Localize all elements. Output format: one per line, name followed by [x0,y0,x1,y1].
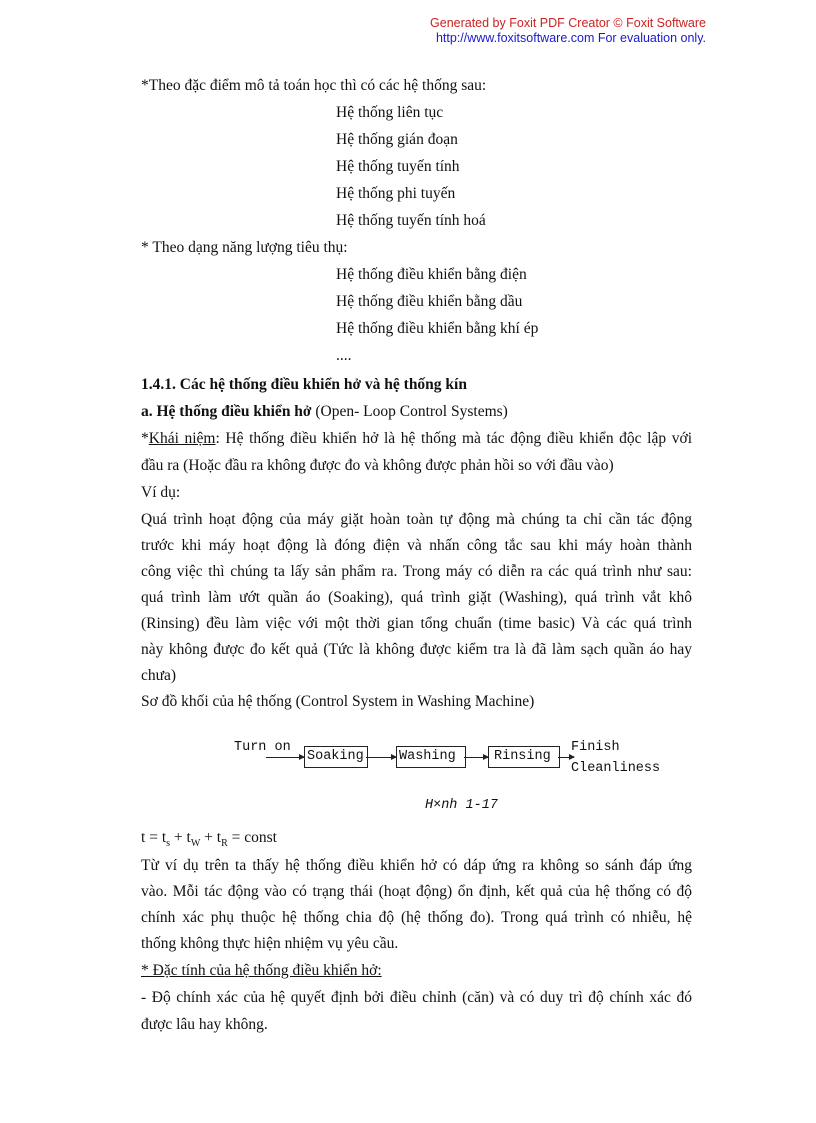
arrow-output [558,757,574,758]
diagram-caption: Sơ đồ khối của hệ thống (Control System in Washing Machine) [141,693,535,710]
math-item: Hệ thống liên tục [336,104,444,121]
energy-item: Hệ thống điều khiển bằng khí ép [336,320,539,337]
paragraph-line: (Rinsing) đều làm việc với một thời gian tổng chuẩn (time basic) Và các quá trình [141,615,692,632]
watermark-line-1: Generated by Foxit PDF Creator © Foxit Software [430,16,706,30]
energy-item: Hệ thống điều khiển bằng dầu [336,293,523,310]
paragraph-line: công việc thì chúng ta lấy sản phẩm ra. Trong máy có diễn ra các quá trình như sau: [141,563,692,580]
section-title: 1.4.1. Các hệ thống điều khiển hở và hệ thống kín [141,376,467,393]
concept-line-2: đầu ra (Hoặc đầu ra không được đo và không được phản hồi so với đầu vào) [141,457,614,474]
formula-t: t [141,829,146,846]
formula-plus: + [200,829,217,846]
formula-tw-sub: W [190,838,201,850]
block-washing-label: Washing [399,749,456,764]
block-rinsing-label: Rinsing [494,749,551,764]
diagram-output-finish: Finish [571,740,620,755]
formula-tr: t [216,829,222,846]
subsection-title-bold: a. Hệ thống điều khiển hở [141,403,312,420]
property-heading: * Đặc tính của hệ thống điều khiển hở: [141,962,382,979]
arrow-soaking-washing [366,757,396,758]
paragraph-line: này không được đo kết quả (Tức là không được kiểm tra là đã làm sạch quần áo hay [141,641,692,658]
math-item: Hệ thống tuyến tính hoá [336,212,486,229]
concept-star: * [141,430,149,447]
math-heading: *Theo đặc điểm mô tả toán học thì có các hệ thống sau: [141,77,487,94]
analysis-line: Từ ví dụ trên ta thấy hệ thống điều khiển hở có dáp ứng ra không so sánh đáp ứng [141,857,692,874]
formula-tail: = const [227,829,277,846]
arrow-input [266,757,304,758]
diagram-input-label: Turn on [234,740,291,755]
math-item: Hệ thống tuyến tính [336,158,460,175]
formula-plus: + [170,829,187,846]
property-line: - Độ chính xác của hệ quyết định bởi điều chỉnh (căn) và có duy trì độ chính xác đó [141,989,692,1006]
formula-tr-sub: R [221,838,228,850]
paragraph-line: quá trình làm ướt quần áo (Soaking), quá trình giặt (Washing), quá trình vắt khô [141,589,692,606]
time-formula [141,829,277,849]
subsection-title-rest: (Open- Loop Control Systems) [311,403,508,420]
watermark-line-2: http://www.foxitsoftware.com For evaluation only. [435,31,706,45]
paragraph-line: Quá trình hoạt động của máy giặt hoàn toàn tự động mà chúng ta chỉ cần tác động [141,511,692,528]
analysis-line-last: thống không thực hiện nhiệm vụ yêu cầu. [141,935,399,952]
analysis-line: chính xác phụ thuộc hệ thống chia độ (hệ thống đo). Trong quá trình có nhiễu, hệ [141,909,692,926]
block-soaking-label: Soaking [307,749,364,764]
concept-line [141,429,692,449]
formula-ts: t [161,829,167,846]
math-item: Hệ thống gián đoạn [336,131,458,148]
example-label: Ví dụ: [141,484,181,501]
formula-ts-sub: s [166,838,171,850]
math-item: Hệ thống phi tuyến [336,185,456,202]
figure-label: H×nh 1-17 [425,798,498,813]
subsection-title [141,402,508,422]
concept-label: Khái niệm [148,430,216,447]
energy-item: Hệ thống điều khiển bằng điện [336,266,527,283]
arrow-washing-rinsing [464,757,488,758]
energy-heading: * Theo dạng năng lượng tiêu thụ: [141,239,348,256]
formula-tw: t [186,829,191,846]
paragraph-line-last: chưa) [141,667,177,684]
formula-eq: = [145,829,162,846]
energy-item: .... [336,347,352,364]
concept-text: : Hệ thống điều khiển hở là hệ thống mà tác động điều khiển độc lập với [215,430,692,447]
analysis-line: vào. Mỗi tác động vào có trạng thái (hoạt động) ổn định, kết quả của hệ thống có độ [141,883,692,900]
paragraph-line: trước khi máy hoạt động là đóng điện và nhấn công tắc sau khi máy hoàn thành [141,537,692,554]
property-line-last: được lâu hay không. [141,1016,268,1033]
diagram-output-cleanliness: Cleanliness [571,761,661,776]
